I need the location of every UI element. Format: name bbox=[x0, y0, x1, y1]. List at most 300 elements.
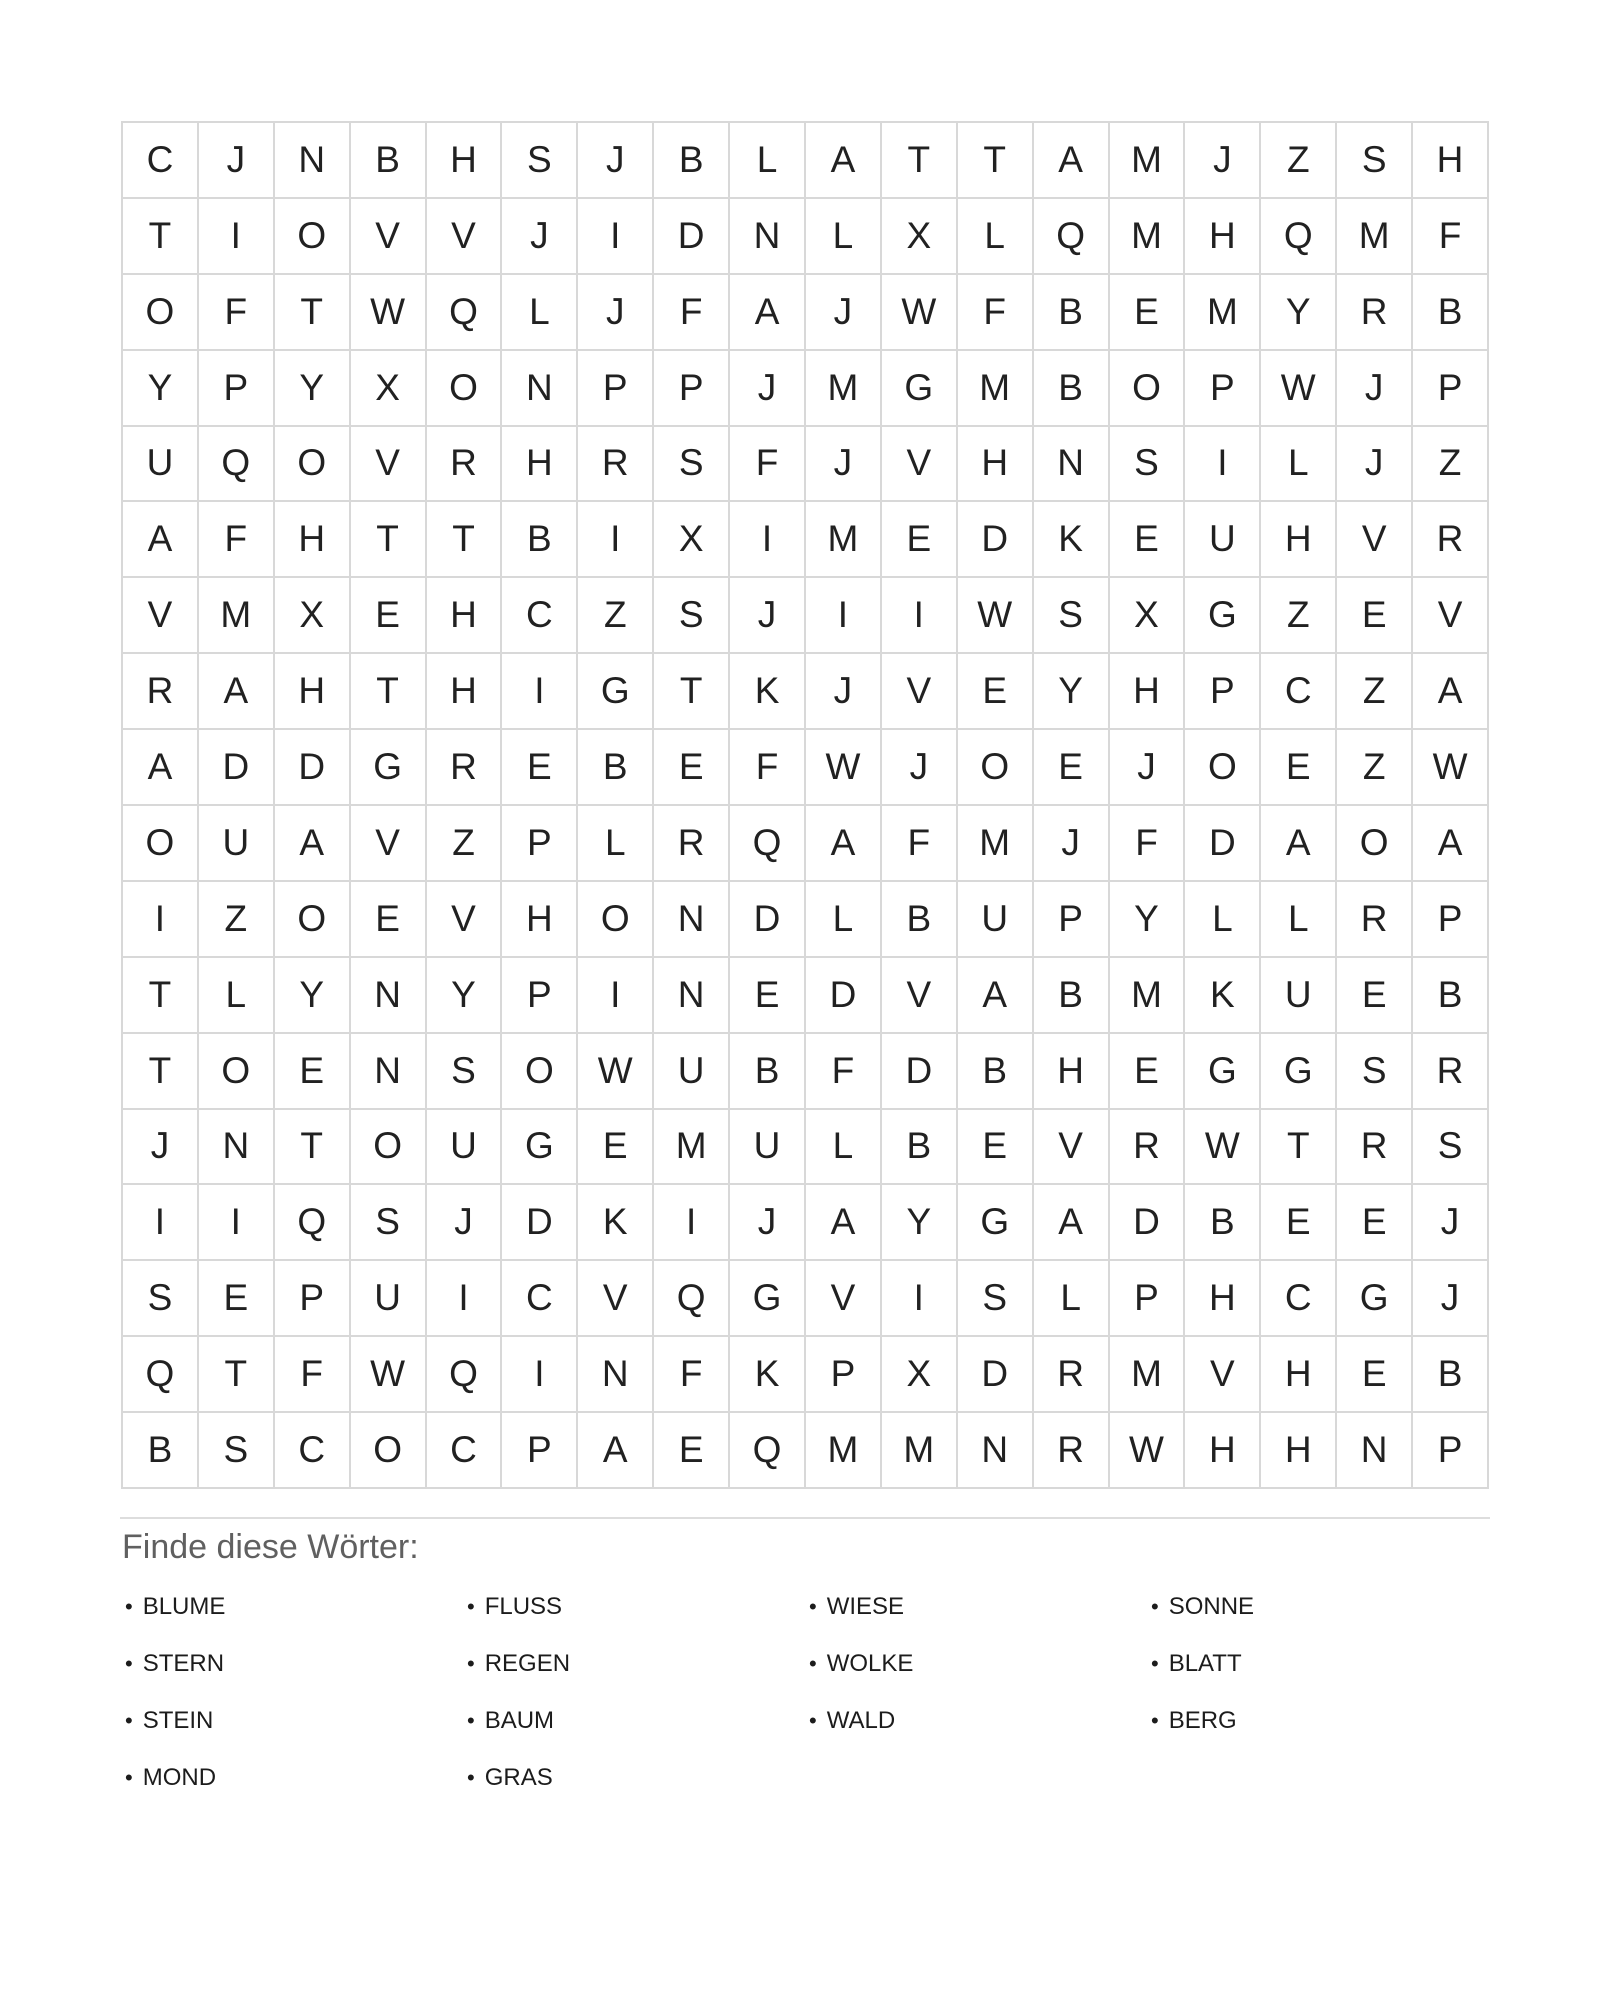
grid-cell[interactable]: S bbox=[1337, 1034, 1411, 1108]
grid-cell[interactable]: E bbox=[1110, 275, 1184, 349]
grid-cell[interactable]: N bbox=[578, 1337, 652, 1411]
grid-cell[interactable]: N bbox=[730, 199, 804, 273]
grid-cell[interactable]: B bbox=[958, 1034, 1032, 1108]
grid-cell[interactable]: I bbox=[123, 882, 197, 956]
grid-cell[interactable]: M bbox=[806, 351, 880, 425]
grid-cell[interactable]: U bbox=[958, 882, 1032, 956]
grid-cell[interactable]: A bbox=[730, 275, 804, 349]
grid-cell[interactable]: R bbox=[1110, 1110, 1184, 1184]
grid-cell[interactable]: C bbox=[502, 578, 576, 652]
grid-cell[interactable]: P bbox=[1110, 1261, 1184, 1335]
grid-cell[interactable]: W bbox=[958, 578, 1032, 652]
grid-cell[interactable]: W bbox=[351, 275, 425, 349]
grid-cell[interactable]: K bbox=[578, 1185, 652, 1259]
grid-cell[interactable]: Z bbox=[1261, 123, 1335, 197]
grid-cell[interactable]: A bbox=[123, 730, 197, 804]
grid-cell[interactable]: D bbox=[958, 502, 1032, 576]
grid-cell[interactable]: L bbox=[199, 958, 273, 1032]
grid-cell[interactable]: L bbox=[806, 199, 880, 273]
grid-cell[interactable]: F bbox=[730, 730, 804, 804]
grid-cell[interactable]: C bbox=[1261, 654, 1335, 728]
grid-cell[interactable]: J bbox=[1185, 123, 1259, 197]
grid-cell[interactable]: I bbox=[502, 654, 576, 728]
grid-cell[interactable]: J bbox=[578, 123, 652, 197]
grid-cell[interactable]: D bbox=[1185, 806, 1259, 880]
grid-cell[interactable]: X bbox=[654, 502, 728, 576]
grid-cell[interactable]: X bbox=[1110, 578, 1184, 652]
grid-cell[interactable]: I bbox=[199, 1185, 273, 1259]
grid-cell[interactable]: V bbox=[351, 806, 425, 880]
grid-cell[interactable]: Q bbox=[730, 1413, 804, 1487]
grid-cell[interactable]: H bbox=[502, 882, 576, 956]
grid-cell[interactable]: V bbox=[882, 654, 956, 728]
grid-cell[interactable]: E bbox=[1261, 1185, 1335, 1259]
grid-cell[interactable]: Q bbox=[730, 806, 804, 880]
grid-cell[interactable]: O bbox=[123, 275, 197, 349]
grid-cell[interactable]: N bbox=[199, 1110, 273, 1184]
grid-cell[interactable]: I bbox=[427, 1261, 501, 1335]
grid-cell[interactable]: E bbox=[1337, 1185, 1411, 1259]
grid-cell[interactable]: P bbox=[502, 958, 576, 1032]
grid-cell[interactable]: S bbox=[123, 1261, 197, 1335]
grid-cell[interactable]: B bbox=[578, 730, 652, 804]
grid-cell[interactable]: X bbox=[882, 1337, 956, 1411]
grid-cell[interactable]: U bbox=[351, 1261, 425, 1335]
grid-cell[interactable]: P bbox=[1413, 1413, 1487, 1487]
grid-cell[interactable]: W bbox=[1185, 1110, 1259, 1184]
grid-cell[interactable]: H bbox=[427, 578, 501, 652]
grid-cell[interactable]: S bbox=[654, 578, 728, 652]
grid-cell[interactable]: O bbox=[578, 882, 652, 956]
grid-cell[interactable]: Z bbox=[578, 578, 652, 652]
grid-cell[interactable]: Z bbox=[1337, 730, 1411, 804]
grid-cell[interactable]: J bbox=[1413, 1261, 1487, 1335]
grid-cell[interactable]: P bbox=[1413, 351, 1487, 425]
grid-cell[interactable]: L bbox=[1261, 427, 1335, 501]
grid-cell[interactable]: D bbox=[958, 1337, 1032, 1411]
grid-cell[interactable]: H bbox=[1185, 199, 1259, 273]
grid-cell[interactable]: E bbox=[1034, 730, 1108, 804]
grid-cell[interactable]: Y bbox=[123, 351, 197, 425]
grid-cell[interactable]: T bbox=[123, 958, 197, 1032]
grid-cell[interactable]: G bbox=[958, 1185, 1032, 1259]
grid-cell[interactable]: A bbox=[1413, 654, 1487, 728]
grid-cell[interactable]: O bbox=[958, 730, 1032, 804]
grid-cell[interactable]: Y bbox=[427, 958, 501, 1032]
grid-cell[interactable]: W bbox=[1413, 730, 1487, 804]
grid-cell[interactable]: Y bbox=[882, 1185, 956, 1259]
grid-cell[interactable]: K bbox=[730, 1337, 804, 1411]
grid-cell[interactable]: V bbox=[427, 199, 501, 273]
grid-cell[interactable]: V bbox=[882, 958, 956, 1032]
grid-cell[interactable]: A bbox=[958, 958, 1032, 1032]
grid-cell[interactable]: P bbox=[1034, 882, 1108, 956]
grid-cell[interactable]: D bbox=[806, 958, 880, 1032]
grid-cell[interactable]: P bbox=[1413, 882, 1487, 956]
grid-cell[interactable]: E bbox=[275, 1034, 349, 1108]
grid-cell[interactable]: F bbox=[199, 502, 273, 576]
grid-cell[interactable]: L bbox=[502, 275, 576, 349]
grid-cell[interactable]: G bbox=[351, 730, 425, 804]
grid-cell[interactable]: X bbox=[275, 578, 349, 652]
grid-cell[interactable]: E bbox=[958, 654, 1032, 728]
grid-cell[interactable]: H bbox=[958, 427, 1032, 501]
grid-cell[interactable]: O bbox=[351, 1413, 425, 1487]
grid-cell[interactable]: Y bbox=[275, 351, 349, 425]
grid-cell[interactable]: L bbox=[1261, 882, 1335, 956]
grid-cell[interactable]: D bbox=[730, 882, 804, 956]
grid-cell[interactable]: R bbox=[427, 427, 501, 501]
grid-cell[interactable]: C bbox=[502, 1261, 576, 1335]
grid-cell[interactable]: E bbox=[1337, 578, 1411, 652]
grid-cell[interactable]: Z bbox=[1413, 427, 1487, 501]
grid-cell[interactable]: C bbox=[427, 1413, 501, 1487]
grid-cell[interactable]: B bbox=[502, 502, 576, 576]
grid-cell[interactable]: S bbox=[1337, 123, 1411, 197]
grid-cell[interactable]: B bbox=[730, 1034, 804, 1108]
grid-cell[interactable]: V bbox=[882, 427, 956, 501]
grid-cell[interactable]: G bbox=[882, 351, 956, 425]
grid-cell[interactable]: L bbox=[1034, 1261, 1108, 1335]
grid-cell[interactable]: M bbox=[1337, 199, 1411, 273]
grid-cell[interactable]: M bbox=[806, 502, 880, 576]
grid-cell[interactable]: J bbox=[730, 351, 804, 425]
grid-cell[interactable]: V bbox=[1337, 502, 1411, 576]
grid-cell[interactable]: Q bbox=[199, 427, 273, 501]
grid-cell[interactable]: M bbox=[1110, 1337, 1184, 1411]
grid-cell[interactable]: A bbox=[578, 1413, 652, 1487]
grid-cell[interactable]: V bbox=[123, 578, 197, 652]
grid-cell[interactable]: B bbox=[1185, 1185, 1259, 1259]
grid-cell[interactable]: X bbox=[351, 351, 425, 425]
grid-cell[interactable]: H bbox=[1185, 1413, 1259, 1487]
grid-cell[interactable]: S bbox=[427, 1034, 501, 1108]
grid-cell[interactable]: C bbox=[1261, 1261, 1335, 1335]
grid-cell[interactable]: E bbox=[1110, 1034, 1184, 1108]
grid-cell[interactable]: M bbox=[1110, 123, 1184, 197]
grid-cell[interactable]: S bbox=[1034, 578, 1108, 652]
grid-cell[interactable]: J bbox=[730, 578, 804, 652]
grid-cell[interactable]: N bbox=[351, 1034, 425, 1108]
grid-cell[interactable]: A bbox=[806, 123, 880, 197]
grid-cell[interactable]: D bbox=[882, 1034, 956, 1108]
grid-cell[interactable]: L bbox=[958, 199, 1032, 273]
grid-cell[interactable]: U bbox=[1185, 502, 1259, 576]
grid-cell[interactable]: E bbox=[199, 1261, 273, 1335]
grid-cell[interactable]: E bbox=[730, 958, 804, 1032]
grid-cell[interactable]: B bbox=[654, 123, 728, 197]
grid-cell[interactable]: G bbox=[1261, 1034, 1335, 1108]
grid-cell[interactable]: O bbox=[1185, 730, 1259, 804]
grid-cell[interactable]: G bbox=[1185, 578, 1259, 652]
grid-cell[interactable]: O bbox=[275, 199, 349, 273]
grid-cell[interactable]: A bbox=[1034, 123, 1108, 197]
grid-cell[interactable]: L bbox=[806, 882, 880, 956]
grid-cell[interactable]: V bbox=[1413, 578, 1487, 652]
grid-cell[interactable]: H bbox=[1261, 1337, 1335, 1411]
grid-cell[interactable]: H bbox=[427, 654, 501, 728]
grid-cell[interactable]: F bbox=[1413, 199, 1487, 273]
grid-cell[interactable]: Y bbox=[1034, 654, 1108, 728]
grid-cell[interactable]: I bbox=[1185, 427, 1259, 501]
grid-cell[interactable]: M bbox=[958, 806, 1032, 880]
grid-cell[interactable]: Q bbox=[123, 1337, 197, 1411]
grid-cell[interactable]: N bbox=[351, 958, 425, 1032]
grid-cell[interactable]: B bbox=[1034, 958, 1108, 1032]
grid-cell[interactable]: B bbox=[1413, 958, 1487, 1032]
grid-cell[interactable]: N bbox=[654, 882, 728, 956]
grid-cell[interactable]: E bbox=[654, 730, 728, 804]
grid-cell[interactable]: J bbox=[427, 1185, 501, 1259]
grid-cell[interactable]: H bbox=[1110, 654, 1184, 728]
grid-cell[interactable]: P bbox=[806, 1337, 880, 1411]
grid-cell[interactable]: R bbox=[1337, 275, 1411, 349]
grid-cell[interactable]: D bbox=[502, 1185, 576, 1259]
grid-cell[interactable]: G bbox=[502, 1110, 576, 1184]
grid-cell[interactable]: O bbox=[1110, 351, 1184, 425]
grid-cell[interactable]: P bbox=[502, 806, 576, 880]
grid-cell[interactable]: I bbox=[578, 502, 652, 576]
grid-cell[interactable]: B bbox=[123, 1413, 197, 1487]
grid-cell[interactable]: P bbox=[275, 1261, 349, 1335]
grid-cell[interactable]: Y bbox=[275, 958, 349, 1032]
grid-cell[interactable]: J bbox=[502, 199, 576, 273]
grid-cell[interactable]: H bbox=[427, 123, 501, 197]
grid-cell[interactable]: J bbox=[806, 654, 880, 728]
grid-cell[interactable]: W bbox=[578, 1034, 652, 1108]
grid-cell[interactable]: F bbox=[882, 806, 956, 880]
grid-cell[interactable]: I bbox=[654, 1185, 728, 1259]
grid-cell[interactable]: R bbox=[1413, 502, 1487, 576]
grid-cell[interactable]: T bbox=[958, 123, 1032, 197]
grid-cell[interactable]: H bbox=[1261, 1413, 1335, 1487]
grid-cell[interactable]: N bbox=[1337, 1413, 1411, 1487]
grid-cell[interactable]: U bbox=[654, 1034, 728, 1108]
grid-cell[interactable]: A bbox=[275, 806, 349, 880]
grid-cell[interactable]: V bbox=[1034, 1110, 1108, 1184]
grid-cell[interactable]: S bbox=[958, 1261, 1032, 1335]
grid-cell[interactable]: F bbox=[806, 1034, 880, 1108]
grid-cell[interactable]: Q bbox=[275, 1185, 349, 1259]
grid-cell[interactable]: H bbox=[1261, 502, 1335, 576]
grid-cell[interactable]: Q bbox=[427, 275, 501, 349]
grid-cell[interactable]: L bbox=[806, 1110, 880, 1184]
grid-cell[interactable]: J bbox=[1413, 1185, 1487, 1259]
grid-cell[interactable]: S bbox=[1110, 427, 1184, 501]
grid-cell[interactable]: A bbox=[1034, 1185, 1108, 1259]
grid-cell[interactable]: P bbox=[1185, 654, 1259, 728]
grid-cell[interactable]: D bbox=[199, 730, 273, 804]
grid-cell[interactable]: P bbox=[654, 351, 728, 425]
grid-cell[interactable]: Q bbox=[1034, 199, 1108, 273]
grid-cell[interactable]: H bbox=[1034, 1034, 1108, 1108]
grid-cell[interactable]: R bbox=[1034, 1337, 1108, 1411]
grid-cell[interactable]: I bbox=[578, 199, 652, 273]
grid-cell[interactable]: C bbox=[275, 1413, 349, 1487]
grid-cell[interactable]: Q bbox=[1261, 199, 1335, 273]
grid-cell[interactable]: Z bbox=[1337, 654, 1411, 728]
grid-cell[interactable]: V bbox=[351, 427, 425, 501]
grid-cell[interactable]: G bbox=[578, 654, 652, 728]
grid-cell[interactable]: J bbox=[1337, 427, 1411, 501]
grid-cell[interactable]: Q bbox=[654, 1261, 728, 1335]
grid-cell[interactable]: N bbox=[958, 1413, 1032, 1487]
grid-cell[interactable]: P bbox=[1185, 351, 1259, 425]
grid-cell[interactable]: H bbox=[1185, 1261, 1259, 1335]
grid-cell[interactable]: X bbox=[882, 199, 956, 273]
grid-cell[interactable]: E bbox=[1261, 730, 1335, 804]
grid-cell[interactable]: A bbox=[806, 1185, 880, 1259]
grid-cell[interactable]: E bbox=[351, 578, 425, 652]
grid-cell[interactable]: J bbox=[578, 275, 652, 349]
grid-cell[interactable]: R bbox=[654, 806, 728, 880]
grid-cell[interactable]: G bbox=[1337, 1261, 1411, 1335]
grid-cell[interactable]: G bbox=[1185, 1034, 1259, 1108]
grid-cell[interactable]: F bbox=[199, 275, 273, 349]
grid-cell[interactable]: B bbox=[882, 1110, 956, 1184]
grid-cell[interactable]: W bbox=[806, 730, 880, 804]
grid-cell[interactable]: O bbox=[275, 427, 349, 501]
grid-cell[interactable]: S bbox=[1413, 1110, 1487, 1184]
grid-cell[interactable]: V bbox=[806, 1261, 880, 1335]
grid-cell[interactable]: O bbox=[502, 1034, 576, 1108]
grid-cell[interactable]: T bbox=[882, 123, 956, 197]
grid-cell[interactable]: J bbox=[806, 275, 880, 349]
grid-cell[interactable]: T bbox=[427, 502, 501, 576]
grid-cell[interactable]: L bbox=[578, 806, 652, 880]
grid-cell[interactable]: B bbox=[1413, 275, 1487, 349]
grid-cell[interactable]: D bbox=[1110, 1185, 1184, 1259]
grid-cell[interactable]: O bbox=[427, 351, 501, 425]
grid-cell[interactable]: O bbox=[123, 806, 197, 880]
grid-cell[interactable]: M bbox=[958, 351, 1032, 425]
grid-cell[interactable]: W bbox=[1110, 1413, 1184, 1487]
grid-cell[interactable]: R bbox=[1413, 1034, 1487, 1108]
grid-cell[interactable]: T bbox=[123, 199, 197, 273]
grid-cell[interactable]: V bbox=[578, 1261, 652, 1335]
grid-cell[interactable]: H bbox=[275, 654, 349, 728]
grid-cell[interactable]: E bbox=[578, 1110, 652, 1184]
grid-cell[interactable]: N bbox=[502, 351, 576, 425]
grid-cell[interactable]: H bbox=[502, 427, 576, 501]
grid-cell[interactable]: I bbox=[882, 1261, 956, 1335]
grid-cell[interactable]: R bbox=[123, 654, 197, 728]
grid-cell[interactable]: L bbox=[730, 123, 804, 197]
grid-cell[interactable]: S bbox=[654, 427, 728, 501]
grid-cell[interactable]: T bbox=[351, 654, 425, 728]
grid-cell[interactable]: Z bbox=[1261, 578, 1335, 652]
grid-cell[interactable]: Q bbox=[427, 1337, 501, 1411]
grid-cell[interactable]: U bbox=[427, 1110, 501, 1184]
grid-cell[interactable]: N bbox=[654, 958, 728, 1032]
grid-cell[interactable]: R bbox=[427, 730, 501, 804]
grid-cell[interactable]: R bbox=[578, 427, 652, 501]
grid-cell[interactable]: T bbox=[199, 1337, 273, 1411]
grid-cell[interactable]: B bbox=[1413, 1337, 1487, 1411]
grid-cell[interactable]: W bbox=[1261, 351, 1335, 425]
grid-cell[interactable]: H bbox=[275, 502, 349, 576]
grid-cell[interactable]: I bbox=[123, 1185, 197, 1259]
grid-cell[interactable]: A bbox=[199, 654, 273, 728]
grid-cell[interactable]: P bbox=[578, 351, 652, 425]
grid-cell[interactable]: J bbox=[1110, 730, 1184, 804]
grid-cell[interactable]: A bbox=[1261, 806, 1335, 880]
grid-cell[interactable]: I bbox=[806, 578, 880, 652]
grid-cell[interactable]: M bbox=[654, 1110, 728, 1184]
grid-cell[interactable]: P bbox=[199, 351, 273, 425]
grid-cell[interactable]: J bbox=[1034, 806, 1108, 880]
grid-cell[interactable]: N bbox=[1034, 427, 1108, 501]
grid-cell[interactable]: M bbox=[199, 578, 273, 652]
grid-cell[interactable]: S bbox=[502, 123, 576, 197]
grid-cell[interactable]: Z bbox=[427, 806, 501, 880]
grid-cell[interactable]: T bbox=[654, 654, 728, 728]
grid-cell[interactable]: U bbox=[123, 427, 197, 501]
grid-cell[interactable]: I bbox=[578, 958, 652, 1032]
grid-cell[interactable]: O bbox=[199, 1034, 273, 1108]
grid-cell[interactable]: T bbox=[275, 1110, 349, 1184]
grid-cell[interactable]: F bbox=[275, 1337, 349, 1411]
grid-cell[interactable]: T bbox=[351, 502, 425, 576]
grid-cell[interactable]: O bbox=[351, 1110, 425, 1184]
grid-cell[interactable]: I bbox=[199, 199, 273, 273]
grid-cell[interactable]: K bbox=[730, 654, 804, 728]
grid-cell[interactable]: B bbox=[1034, 351, 1108, 425]
grid-cell[interactable]: Y bbox=[1261, 275, 1335, 349]
grid-cell[interactable]: E bbox=[1110, 502, 1184, 576]
grid-cell[interactable]: W bbox=[882, 275, 956, 349]
grid-cell[interactable]: S bbox=[199, 1413, 273, 1487]
grid-cell[interactable]: S bbox=[351, 1185, 425, 1259]
grid-cell[interactable]: E bbox=[1337, 1337, 1411, 1411]
grid-cell[interactable]: E bbox=[1337, 958, 1411, 1032]
grid-cell[interactable]: R bbox=[1034, 1413, 1108, 1487]
grid-cell[interactable]: P bbox=[502, 1413, 576, 1487]
grid-cell[interactable]: T bbox=[275, 275, 349, 349]
grid-cell[interactable]: J bbox=[882, 730, 956, 804]
grid-cell[interactable]: V bbox=[1185, 1337, 1259, 1411]
grid-cell[interactable]: F bbox=[1110, 806, 1184, 880]
grid-cell[interactable]: G bbox=[730, 1261, 804, 1335]
grid-cell[interactable]: V bbox=[427, 882, 501, 956]
grid-cell[interactable]: T bbox=[1261, 1110, 1335, 1184]
grid-cell[interactable]: A bbox=[1413, 806, 1487, 880]
grid-cell[interactable]: R bbox=[1337, 882, 1411, 956]
grid-cell[interactable]: J bbox=[123, 1110, 197, 1184]
grid-cell[interactable]: E bbox=[958, 1110, 1032, 1184]
grid-cell[interactable]: M bbox=[1110, 958, 1184, 1032]
grid-cell[interactable]: F bbox=[730, 427, 804, 501]
grid-cell[interactable]: L bbox=[1185, 882, 1259, 956]
grid-cell[interactable]: K bbox=[1185, 958, 1259, 1032]
grid-cell[interactable]: E bbox=[882, 502, 956, 576]
grid-cell[interactable]: H bbox=[1413, 123, 1487, 197]
grid-cell[interactable]: U bbox=[199, 806, 273, 880]
grid-cell[interactable]: Y bbox=[1110, 882, 1184, 956]
grid-cell[interactable]: M bbox=[1185, 275, 1259, 349]
grid-cell[interactable]: E bbox=[502, 730, 576, 804]
grid-cell[interactable]: O bbox=[1337, 806, 1411, 880]
grid-cell[interactable]: E bbox=[654, 1413, 728, 1487]
grid-cell[interactable]: R bbox=[1337, 1110, 1411, 1184]
grid-cell[interactable]: M bbox=[882, 1413, 956, 1487]
grid-cell[interactable]: F bbox=[654, 275, 728, 349]
grid-cell[interactable]: U bbox=[1261, 958, 1335, 1032]
grid-cell[interactable]: N bbox=[275, 123, 349, 197]
grid-cell[interactable]: D bbox=[654, 199, 728, 273]
grid-cell[interactable]: I bbox=[502, 1337, 576, 1411]
grid-cell[interactable]: Z bbox=[199, 882, 273, 956]
